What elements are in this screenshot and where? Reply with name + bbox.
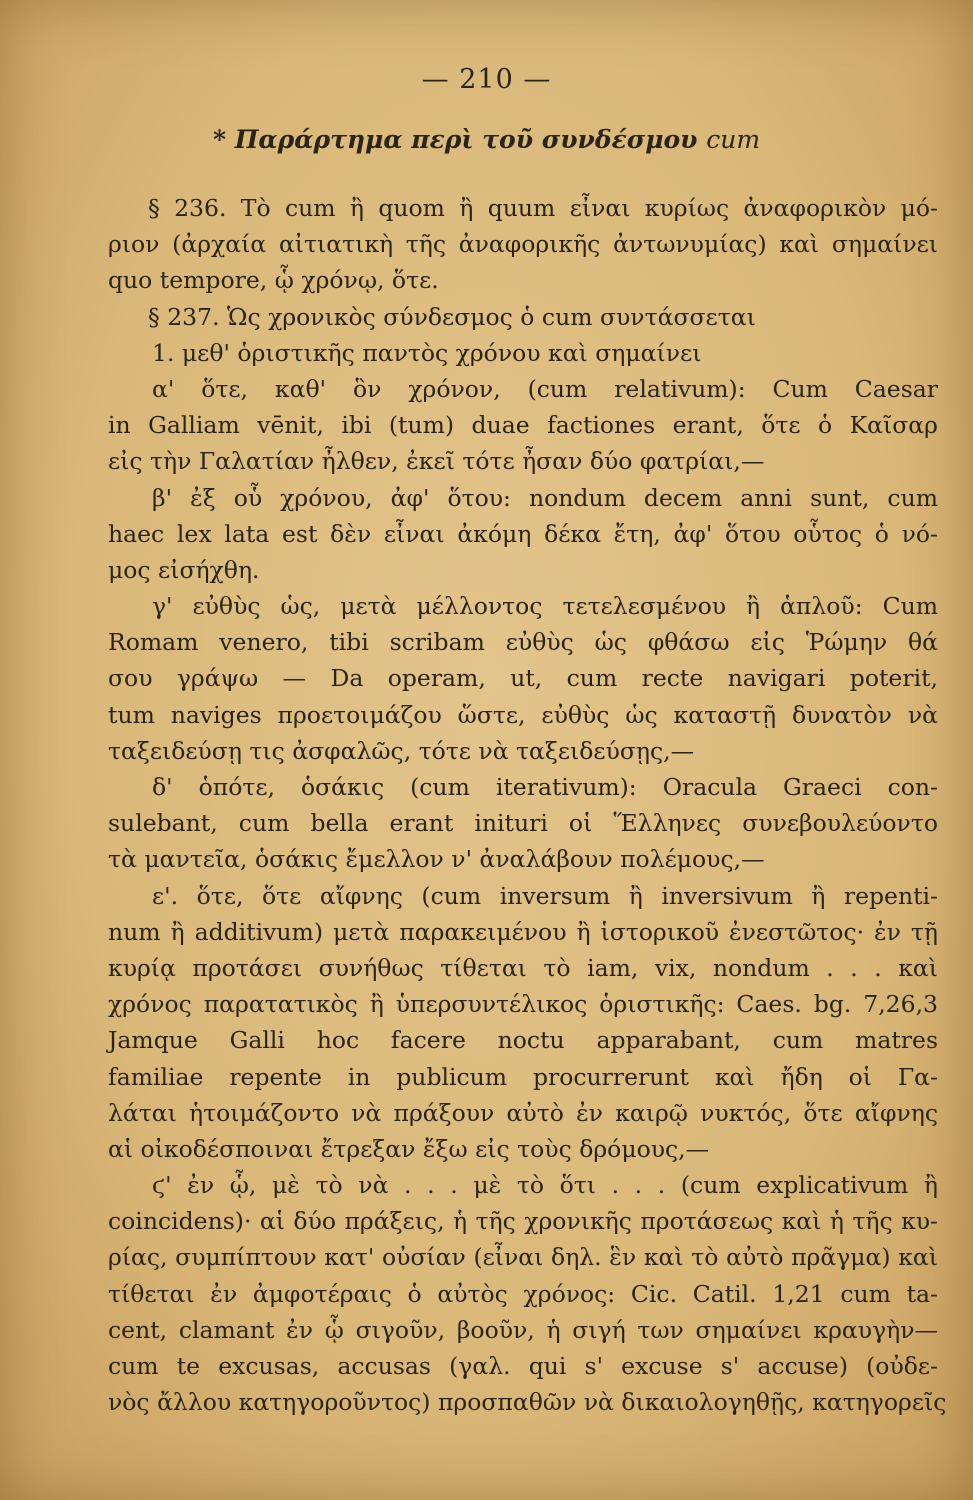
text-line: sulebant, cum bella erant inituri οἱ Ἕλληνες συνεβουλεύοντο <box>108 809 938 838</box>
text-line: ε'. ὅτε, ὅτε αἴφνης (cum inversum ἢ inversivum ἢ repenti- <box>152 881 938 910</box>
text-line: Romam venero, tibi scribam εὐθὺς ὡς φθάσω εἰς Ῥώμην θά <box>108 628 938 657</box>
text-line: coincidens)· αἱ δύο πράξεις, ἡ τῆς χρονικῆς προτάσεως καὶ ἡ τῆς κυ- <box>108 1207 938 1236</box>
page-body <box>108 190 947 1420</box>
text-line: quo tempore, ᾧ χρόνῳ, ὅτε. <box>108 266 439 295</box>
text-line: σου γράψω — Da operam, ut, cum recte navigari poterit, <box>108 664 938 693</box>
text-line: ριον (ἀρχαία αἰτιατικὴ τῆς ἀναφορικῆς ἀντωνυμίας) καὶ σημαίνει <box>108 230 938 259</box>
text-line: νὸς ἄλλου κατηγοροῦντος) προσπαθῶν νὰ δικαιολογηθῇς, κατηγορεῖς <box>108 1388 947 1417</box>
text-line: § 236. Τὸ cum ἢ quom ἢ quum εἶναι κυρίως ἀναφορικὸν μό- <box>148 194 938 222</box>
appendix-title <box>0 125 973 154</box>
text-line: χρόνος παρατατικὸς ἢ ὑπερσυντέλικος ὁριστικῆς: Caes. bg. 7,26,3 <box>108 990 938 1019</box>
appendix-title-latin: cum <box>706 125 761 154</box>
page-number: — 210 — <box>421 64 552 95</box>
text-line: τίθεται ἐν ἀμφοτέραις ὁ αὐτὸς χρόνος: Cic. Catil. 1,21 cum ta- <box>108 1279 938 1308</box>
text-line: Jamque Galli hoc facere noctu apparabant, cum matres <box>108 1026 938 1055</box>
appendix-title-greek: * Παράρτημα περὶ τοῦ συνδέσμου <box>212 125 698 154</box>
text-line: familiae repente in publicum procurrerunt καὶ ἤδη οἱ Γα- <box>108 1062 938 1091</box>
text-line: β' ἐξ οὗ χρόνου, ἀφ' ὅτου: nondum decem anni sunt, cum <box>152 483 938 512</box>
text-line: λάται ἡτοιμάζοντο νὰ πράξουν αὐτὸ ἐν καιρῷ νυκτός, ὅτε αἴφνης <box>108 1098 938 1127</box>
text-line: cum te excusas, accusas (γαλ. qui s' excuse s' accuse) (οὐδε- <box>108 1352 938 1380</box>
text-line: κυρίᾳ προτάσει συνήθως τίθεται τὸ iam, vix, nondum . . . καὶ <box>108 953 938 982</box>
text-line: in Galliam vēnit, ibi (tum) duae factiones erant, ὅτε ὁ Καῖσαρ <box>108 411 938 440</box>
text-line: ϛ' ἐν ᾧ, μὲ τὸ νὰ . . . μὲ τὸ ὅτι . . . (cum explicativum ἢ <box>152 1171 938 1200</box>
text-line: ταξειδεύσῃ τις ἀσφαλῶς, τότε νὰ ταξειδεύσῃς,— <box>108 736 695 765</box>
text-line: § 237. Ὡς χρονικὸς σύνδεσμος ὁ cum συντάσσεται <box>148 302 756 331</box>
text-line: αἱ οἰκοδέσποιναι ἔτρεξαν ἔξω εἰς τοὺς δρόμους,— <box>108 1134 710 1163</box>
text-line: τὰ μαντεῖα, ὁσάκις ἔμελλον ν' ἀναλάβουν πολέμους,— <box>108 845 765 874</box>
text-line: μος εἰσήχθη. <box>108 555 260 584</box>
text-line: tum naviges προετοιμάζου ὥστε, εὐθὺς ὡς καταστῇ δυνατὸν νὰ <box>108 700 938 729</box>
text-line: γ' εὐθὺς ὡς, μετὰ μέλλοντος τετελεσμένου ἢ ἁπλοῦ: Cum <box>152 592 938 621</box>
text-line: α' ὅτε, καθ' ὃν χρόνον, (cum relativum): Cum Caesar <box>152 374 938 403</box>
text-line: num ἢ additivum) μετὰ παρακειμένου ἢ ἱστορικοῦ ἐνεστῶτος· ἐν τῇ <box>108 917 938 946</box>
text-line: cent, clamant ἐν ᾧ σιγοῦν, βοοῦν, ἡ σιγή των σημαίνει κραυγὴν— <box>108 1315 938 1344</box>
text-line: ρίας, συμπίπτουν κατ' οὐσίαν (εἶναι δηλ. ἓν καὶ τὸ αὐτὸ πρᾶγμα) καὶ <box>108 1243 938 1272</box>
text-line: haec lex lata est δὲν εἶναι ἀκόμη δέκα ἔτη, ἀφ' ὅτου οὗτος ὁ νό- <box>108 519 938 548</box>
text-line: 1. μεθ' ὁριστικῆς παντὸς χρόνου καὶ σημαίνει <box>152 338 702 367</box>
text-line: εἰς τὴν Γαλατίαν ἦλθεν, ἐκεῖ τότε ἦσαν δύο φατρίαι,— <box>108 447 765 476</box>
text-line: δ' ὁπότε, ὁσάκις (cum iterativum): Oracula Graeci con- <box>152 773 938 801</box>
